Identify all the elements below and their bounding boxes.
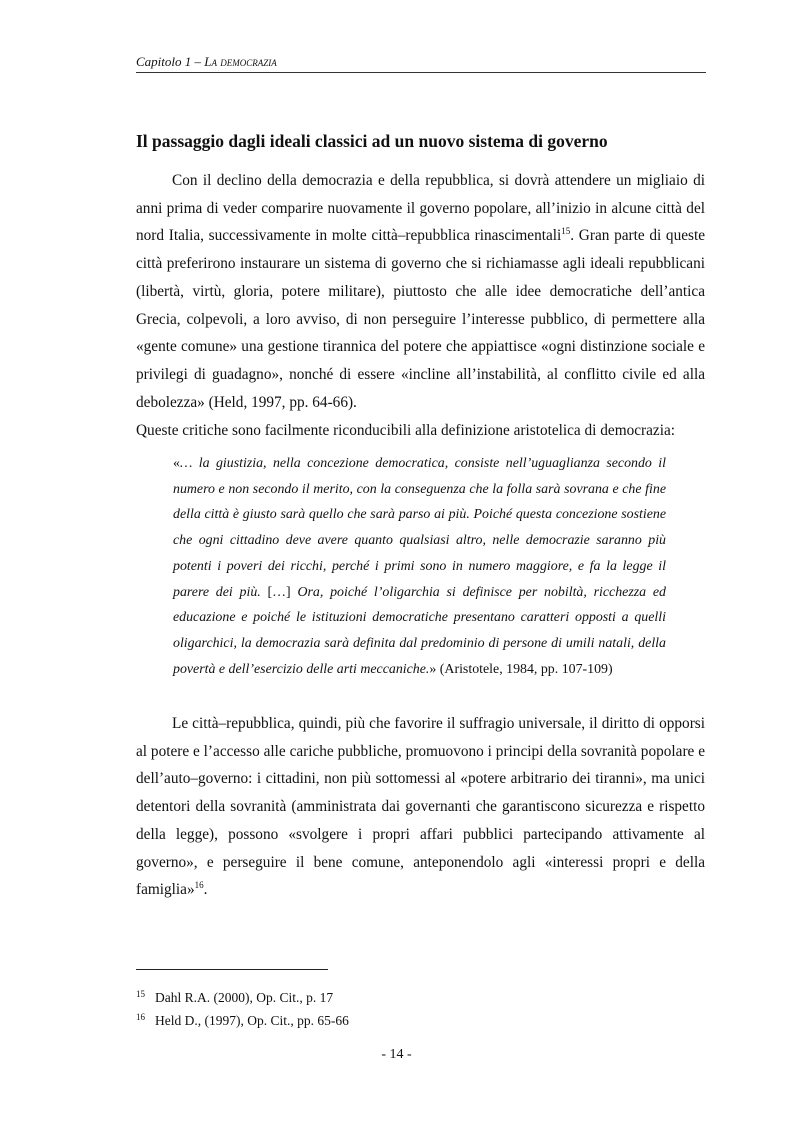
- paragraph-3-text-after: .: [203, 881, 208, 899]
- quote-ellipsis: […]: [267, 584, 291, 600]
- footnote-text: Dahl R.A. (2000), Op. Cit., p. 17: [155, 990, 334, 1005]
- footnote-divider: [136, 969, 328, 970]
- footnote-15: 15 Dahl R.A. (2000), Op. Cit., p. 17: [136, 989, 334, 1005]
- body-paragraph-1: [136, 167, 705, 416]
- footnote-text: Held D., (1997), Op. Cit., pp. 65-66: [155, 1013, 349, 1028]
- footnote-16: 16 Held D., (1997), Op. Cit., pp. 65-66: [136, 1012, 349, 1028]
- quote-text-part-1: … la giustizia, nella concezione democratica, consiste nell’uguaglianza secondo il numero e non secondo il merito, con la conseguenza che la folla sarà sovrana e che fine della città è giusto sarà quello che sarà parso ai più. Poiché questa concezione sostiene che ogni cittadino deve avere quanto qualsiasi altro, nelle democrazie saranno più potenti i poveri dei ricchi, perché i primi sono in numero maggiore, e fa la legge il parere dei più.: [173, 456, 666, 600]
- paragraph-1-text: Con il declino della democrazia e della repubblica, si dovrà attendere un migliaio di anni prima di veder comparire nuovamente il governo popolare, all’inizio in alcune città del nord Italia, successivamente in molte città–repubblica rinascimentali: [136, 172, 705, 245]
- paragraph-1-text-after: . Gran parte di queste città preferirono instaurare un sistema di governo che si richiamasse agli ideali repubblicani (libertà, virtù, gloria, potere militare), piuttosto che alle idee democratiche dell’antica Grecia, colpevoli, a loro avviso, di non perseguire l’interesse pubblico, di permettere alla «gente comune» una gestione tirannica del potere che appiattisce «ogni distinzione sociale e privilegi di guadagno», nonché di essere «incline all’instabilità, al conflitto civile ed alla debolezza» (Held, 1997, pp. 64-66).: [136, 227, 706, 411]
- footnote-ref-16[interactable]: 16: [194, 880, 204, 891]
- quote-open-mark: «: [173, 456, 180, 471]
- header-chapter-title: La democrazia: [204, 54, 277, 69]
- section-title: Il passaggio dagli ideali classici ad un nuovo sistema di governo: [136, 131, 608, 151]
- footnote-ref-15[interactable]: 15: [561, 226, 571, 237]
- quote-text-part-2: Ora, poiché l’oligarchia si definisce per nobiltà, ricchezza ed educazione e poiché le istituzioni democratiche presentano caratteri opposti a quelli oligarchici, la democrazia sarà definita dal predominio di persone di umili natali, della povertà e dell’esercizio delle arti meccaniche.: [173, 584, 666, 677]
- quote-citation: » (Aristotele, 1984, pp. 107-109): [429, 661, 613, 677]
- block-quote: [173, 451, 666, 682]
- page-number: - 14 -: [381, 1047, 412, 1062]
- header-chapter: Capitolo 1 –: [136, 54, 205, 69]
- running-header: [136, 54, 706, 73]
- body-paragraph-3: [136, 710, 705, 904]
- paragraph-3-text: Le città–repubblica, quindi, più che favorire il suffragio universale, il diritto di opporsi al potere e l’accesso alle cariche pubbliche, promuovono i principi della sovranità popolare e dell’auto–governo: i cittadini, non più sottomessi al «potere arbitrario dei tiranni», ma unici detentori della sovranità (amministrata dai governanti che garantiscono sicurezza e rispetto della legge), possono «svolgere i propri affari pubblici partecipando attivamente al governo», e perseguire il bene comune, anteponendolo agli «interessi propri e della famiglia»: [136, 715, 705, 899]
- body-paragraph-2: Queste critiche sono facilmente riconducibili alla definizione aristotelica di democrazia:: [136, 422, 675, 439]
